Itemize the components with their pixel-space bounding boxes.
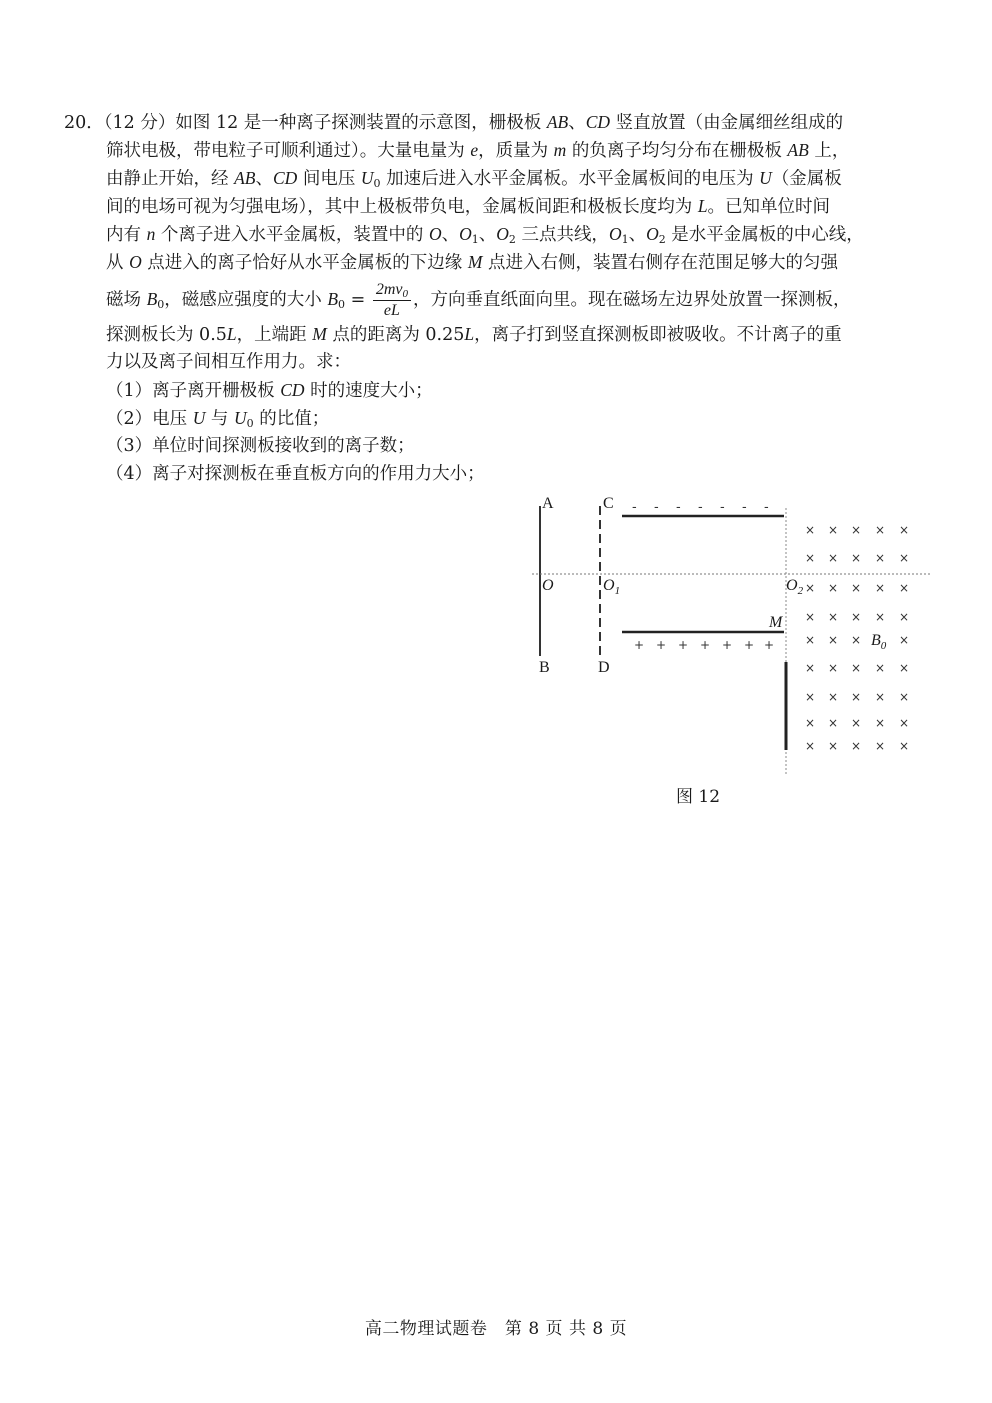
field-cross-mark: ×: [805, 581, 816, 595]
sub-question-4: （4）离子对探测板在垂直板方向的作用力大小；: [106, 464, 485, 484]
negative-charge-sign: -: [764, 500, 769, 515]
field-cross-mark: ×: [851, 690, 862, 704]
field-cross-mark: ×: [875, 661, 886, 675]
field-cross-mark: ×: [899, 633, 910, 647]
label-b: B: [539, 659, 550, 676]
positive-charge-sign: +: [744, 638, 755, 652]
question-line-6: 从 O 点进入的离子恰好从水平金属板的下边缘 M 点进入右侧，装置右侧存在范围足够大的匀强: [106, 252, 838, 273]
field-cross-mark: ×: [851, 610, 862, 624]
field-cross-mark: ×: [828, 523, 839, 537]
question-line-4: 间的电场可视为匀强电场），其中上极板带负电，金属板间距和极板长度均为 L。已知单位时间: [106, 196, 831, 217]
sub-question-1: （1）离子离开栅极板 CD 时的速度大小；: [106, 380, 433, 401]
fraction-denominator: eL: [383, 302, 400, 319]
field-cross-mark: ×: [875, 739, 886, 753]
field-cross-mark: ×: [899, 581, 910, 595]
negative-charge-sign: -: [632, 500, 637, 515]
field-cross-mark: ×: [851, 739, 862, 753]
field-cross-mark: ×: [899, 610, 910, 624]
field-cross-mark: ×: [828, 610, 839, 624]
positive-charge-sign: +: [700, 638, 711, 652]
positive-charge-sign: +: [656, 638, 667, 652]
negative-charge-sign: -: [676, 500, 681, 515]
field-cross-mark: ×: [828, 716, 839, 730]
lower-plate-charges: [634, 638, 774, 652]
question-line-9: 力以及离子间相互作用力。求：: [106, 352, 351, 372]
field-cross-mark: ×: [875, 690, 886, 704]
label-o2: $O_2$: [786, 577, 804, 597]
field-cross-mark: ×: [805, 633, 816, 647]
field-cross-mark: ×: [805, 690, 816, 704]
upper-plate-charges: [632, 500, 769, 515]
label-a: A: [542, 495, 554, 512]
field-cross-mark: ×: [899, 739, 910, 753]
field-cross-mark: ×: [875, 716, 886, 730]
negative-charge-sign: -: [742, 500, 747, 515]
field-cross-mark: ×: [828, 690, 839, 704]
field-cross-mark: ×: [899, 661, 910, 675]
fraction-numerator: $2mv_0$: [373, 282, 411, 301]
magnetic-field-crosses: [805, 523, 909, 753]
label-o: O: [542, 577, 554, 594]
field-cross-mark: ×: [851, 551, 862, 565]
field-cross-mark: ×: [828, 661, 839, 675]
field-cross-mark: ×: [875, 581, 886, 595]
field-cross-mark: ×: [899, 523, 910, 537]
field-cross-mark: ×: [805, 610, 816, 624]
field-cross-mark: ×: [851, 523, 862, 537]
field-cross-mark: ×: [851, 581, 862, 595]
field-cross-mark: ×: [805, 523, 816, 537]
b0-formula-fraction: [373, 282, 411, 319]
question-line-7: 磁场 $B_0$，磁感应强度的大小 $B_0$ = $\frac{2mv_0}{eL}$ ，方向垂直纸面向里。现在磁场左边界处放置一探测板，: [106, 281, 851, 319]
label-c: C: [603, 495, 614, 512]
positive-charge-sign: +: [764, 638, 775, 652]
label-o1: $O_1$: [603, 577, 621, 597]
page-footer: 高二物理试题卷 第 8 页 共 8 页: [364, 1319, 628, 1339]
field-cross-mark: ×: [805, 661, 816, 675]
negative-charge-sign: -: [720, 500, 725, 515]
field-cross-mark: ×: [805, 716, 816, 730]
field-cross-mark: ×: [851, 716, 862, 730]
sub-question-2: （2）电压 U 与 $U_0$ 的比值；: [106, 408, 330, 430]
question-line-1: 20．（12 分）如图 12 是一种离子探测装置的示意图，栅极板 AB、CD 竖直放置（由金属细丝组成的: [64, 112, 844, 133]
field-cross-mark: ×: [805, 551, 816, 565]
negative-charge-sign: -: [654, 500, 659, 515]
question-line-2: 筛状电极，带电粒子可顺利通过）。大量电量为 e，质量为 m 的负离子均匀分布在栅极板 AB 上，: [106, 140, 850, 161]
field-cross-mark: ×: [875, 610, 886, 624]
field-cross-mark: ×: [805, 739, 816, 753]
question-line-8: 探测板长为 0.5L，上端距 M 点的距离为 0.25L，离子打到竖直探测板即被吸收。不计离子的重: [106, 324, 842, 345]
field-cross-mark: ×: [828, 581, 839, 595]
field-cross-mark: ×: [899, 690, 910, 704]
field-cross-mark: ×: [899, 551, 910, 565]
field-cross-mark: ×: [828, 739, 839, 753]
sub-question-3: （3）单位时间探测板接收到的离子数；: [106, 436, 415, 456]
field-cross-mark: ×: [875, 551, 886, 565]
field-cross-mark: ×: [875, 523, 886, 537]
field-cross-mark: ×: [851, 661, 862, 675]
field-cross-mark: ×: [828, 551, 839, 565]
field-cross-mark: ×: [851, 633, 862, 647]
question-number: 20．: [64, 113, 104, 133]
positive-charge-sign: +: [634, 638, 645, 652]
field-cross-mark: ×: [828, 633, 839, 647]
positive-charge-sign: +: [678, 638, 689, 652]
figure-caption: 图 12: [676, 787, 721, 807]
question-line-5: 内有 n 个离子进入水平金属板，装置中的 O、$O_1$、$O_2$ 三点共线，$O_1$、$O_2$ 是水平金属板的中心线，: [106, 224, 864, 246]
negative-charge-sign: -: [698, 500, 703, 515]
question-line-3: 由静止开始，经 AB、CD 间电压 $U_0$ 加速后进入水平金属板。水平金属板间的电压为 U（金属板: [106, 168, 842, 190]
question-score: （12 分）: [103, 113, 176, 133]
ion-detector-diagram: [524, 494, 936, 784]
label-d: D: [598, 659, 610, 676]
label-m: M: [769, 614, 783, 631]
label-b0: $B_0$: [871, 632, 887, 652]
positive-charge-sign: +: [722, 638, 733, 652]
field-cross-mark: ×: [899, 716, 910, 730]
